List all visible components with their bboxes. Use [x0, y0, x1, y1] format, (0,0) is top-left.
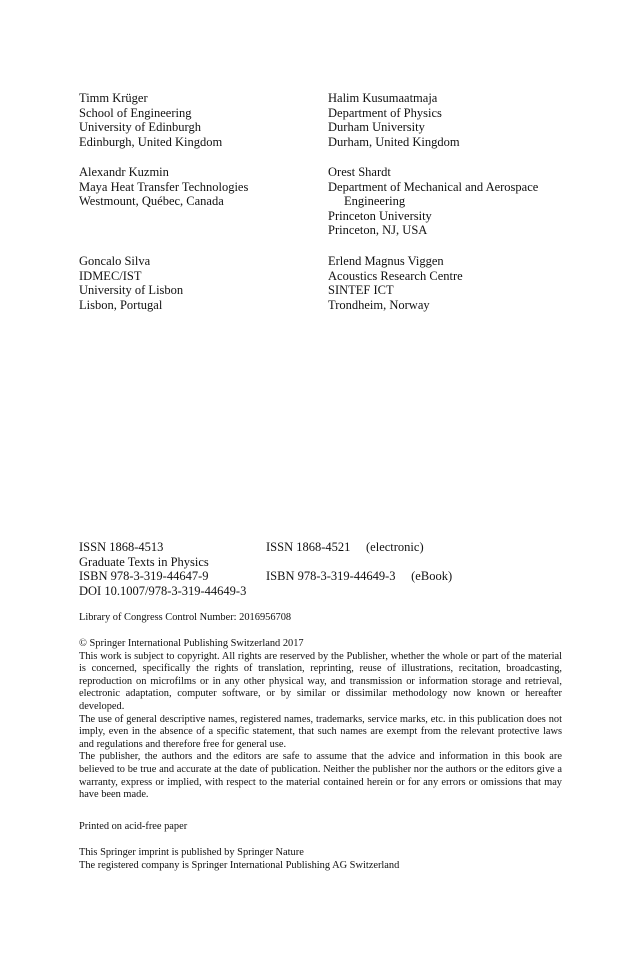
- author-affiliation: Princeton University: [328, 208, 432, 223]
- acid-free-paper: Printed on acid-free paper: [79, 821, 188, 832]
- issn-electronic-label: (electronic): [366, 540, 424, 554]
- issn-print: ISSN 1868-4513: [79, 540, 164, 554]
- author-affiliation: Trondheim, Norway: [328, 297, 430, 312]
- publication-identifiers: [79, 540, 453, 598]
- author-name: Timm Krüger: [79, 91, 148, 105]
- author-affiliation: University of Lisbon: [79, 283, 184, 298]
- author-silva: [79, 254, 183, 312]
- author-affiliation: University of Edinburgh: [79, 120, 201, 135]
- author-name: Erlend Magnus Viggen: [328, 254, 444, 268]
- doi: DOI 10.1007/978-3-319-44649-3: [79, 583, 247, 598]
- issn-electronic-group: [266, 540, 424, 555]
- author-name: Goncalo Silva: [79, 254, 151, 268]
- loc-number: [79, 612, 562, 625]
- legal-paragraph-disclaimer: The publisher, the authors and the editors are safe to assume that the advice and information in this book are believed to be true and accurate at the date of publication. Neither the publisher nor the authors or the editors give a warranty, express or implied, with respect to the material contained herein or for any errors or omissions that may have been made.: [79, 751, 562, 801]
- author-shardt: [328, 165, 538, 238]
- author-viggen: [328, 254, 463, 312]
- isbn-ebook-group: [266, 569, 452, 584]
- isbn-ebook-label: (eBook): [411, 569, 453, 584]
- legal-paragraph-trademarks: The use of general descriptive names, registered names, trademarks, service marks, etc. in this publication does not imply, even in the absence of a specific statement, that such names are exempt from the relevant protective laws and regulations and therefore free for general use.: [79, 713, 562, 750]
- isbn-ebook: ISBN 978-3-319-44649-3: [266, 569, 396, 584]
- legal-notice: [79, 638, 562, 802]
- imprint-line-1: This Springer imprint is published by Springer Nature: [79, 847, 304, 858]
- author-affiliation: Westmount, Québec, Canada: [79, 194, 224, 209]
- author-affiliation: Princeton, NJ, USA: [328, 223, 428, 238]
- issn-electronic: ISSN 1868-4521: [266, 540, 351, 554]
- imprint-note: [79, 847, 562, 872]
- author-kuzmin: [79, 165, 248, 209]
- author-affiliation: SINTEF ICT: [328, 283, 394, 298]
- author-affiliation: Durham University: [328, 120, 425, 135]
- author-affiliation: Lisbon, Portugal: [79, 297, 163, 312]
- series-title: Graduate Texts in Physics: [79, 554, 209, 569]
- isbn-print: ISBN 978-3-319-44647-9: [79, 569, 209, 584]
- author-affiliation: Edinburgh, United Kingdom: [79, 134, 223, 149]
- copyright-line: © Springer International Publishing Switzerland 2017: [79, 638, 304, 649]
- author-affiliation: Department of Physics: [328, 105, 442, 120]
- author-affiliation: IDMEC/IST: [79, 268, 142, 283]
- author-name: Orest Shardt: [328, 165, 391, 179]
- author-name: Alexandr Kuzmin: [79, 165, 169, 179]
- loc-text: Library of Congress Control Number: 2016956708: [79, 612, 292, 623]
- author-kruger: [79, 91, 222, 149]
- author-name: Halim Kusumaatmaja: [328, 91, 438, 105]
- author-affiliation: Acoustics Research Centre: [328, 268, 463, 283]
- author-affiliation: School of Engineering: [79, 105, 192, 120]
- author-affiliation: Maya Heat Transfer Technologies: [79, 179, 249, 194]
- author-affiliation: Engineering: [344, 194, 406, 209]
- author-affiliation: Durham, United Kingdom: [328, 134, 460, 149]
- legal-paragraph-copyright: This work is subject to copyright. All rights are reserved by the Publisher, whether the whole or part of the material is concerned, specifically the rights of translation, reprinting, reuse of illustrations, recitation, broadcasting, reproduction on microfilms or in any other physical way, and transmission or information storage and retrieval, electronic adaptation, computer software, or by similar or dissimilar methodology now known or hereafter developed.: [79, 650, 562, 712]
- paper-note: [79, 821, 562, 834]
- author-kusumaatmaja: [328, 91, 460, 149]
- author-affiliation: Department of Mechanical and Aerospace: [328, 179, 539, 194]
- imprint-line-2: The registered company is Springer International Publishing AG Switzerland: [79, 859, 400, 871]
